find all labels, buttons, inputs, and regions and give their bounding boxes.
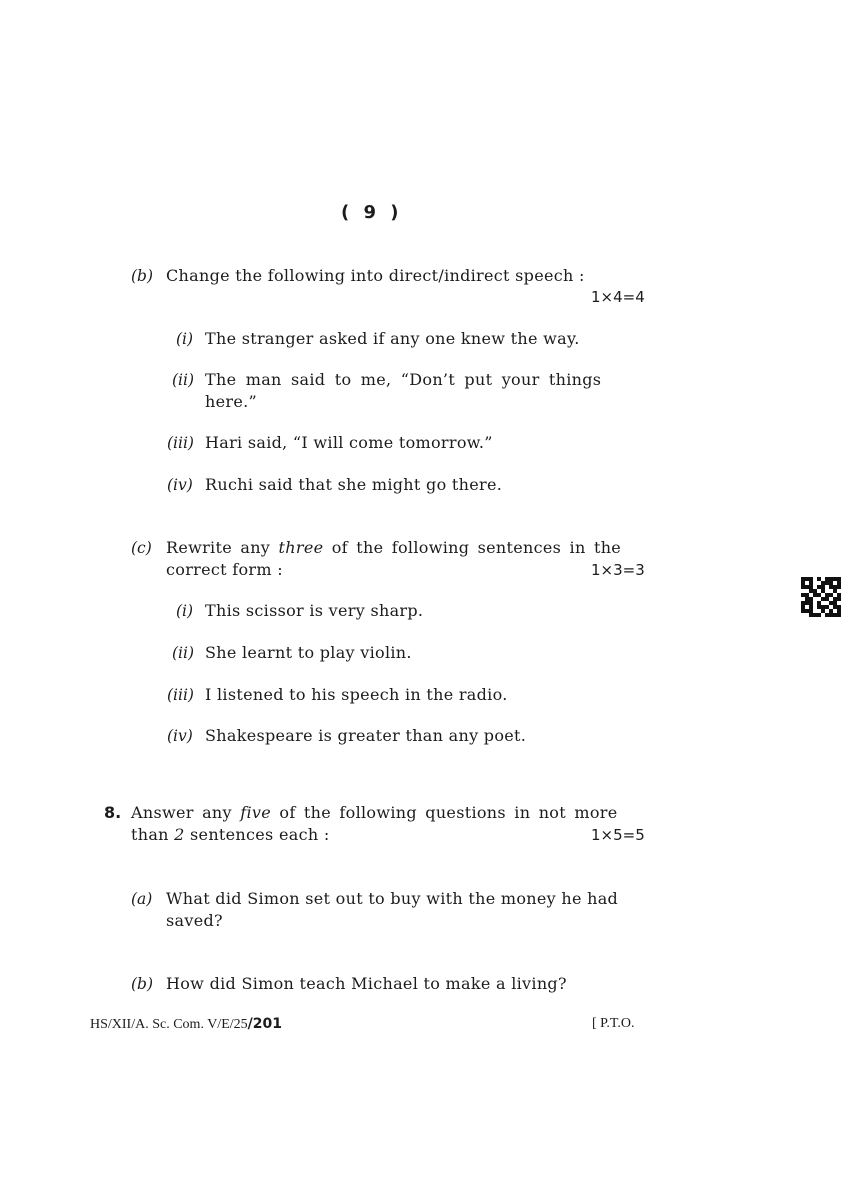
marks: 1×3=3 — [591, 561, 645, 579]
item-label: (a) — [131, 890, 153, 908]
item-label: (ii) — [172, 371, 195, 389]
item-text: Hari said, “I will come tomorrow.” — [205, 433, 493, 452]
question-number: 8. — [104, 803, 122, 822]
question-label: (b) — [131, 267, 154, 285]
item-text-continued: saved? — [166, 911, 223, 930]
item-label: (ii) — [172, 644, 195, 662]
page-number: ( 9 ) — [341, 202, 403, 223]
question-instruction: Rewrite any three of the following sentences in the — [166, 538, 622, 557]
item-label: (i) — [176, 330, 194, 348]
question-instruction: Change the following into direct/indirect speech : — [166, 266, 585, 285]
item-text: Ruchi said that she might go there. — [205, 475, 503, 494]
item-label: (b) — [131, 975, 154, 993]
marks: 1×5=5 — [591, 826, 645, 844]
paper-code: HS/XII/A. Sc. Com. V/E/25/201 — [90, 1016, 282, 1032]
qr-code-icon — [801, 577, 841, 617]
item-text: I listened to his speech in the radio. — [205, 685, 508, 704]
pto-note: [ P.T.O. — [592, 1016, 635, 1031]
item-label: (iii) — [167, 686, 194, 704]
question-instruction-continued: than 2 sentences each : — [131, 825, 330, 844]
question-instruction-continued: correct form : — [166, 560, 283, 579]
item-text: The man said to me, “Don’t put your things — [205, 370, 602, 389]
item-label: (iii) — [167, 434, 194, 452]
item-text-continued: here.” — [205, 392, 257, 411]
item-label: (i) — [176, 602, 194, 620]
item-text: She learnt to play violin. — [205, 643, 412, 662]
marks: 1×4=4 — [591, 288, 645, 306]
item-label: (iv) — [167, 727, 193, 745]
question-label: (c) — [131, 539, 152, 557]
item-text: The stranger asked if any one knew the way. — [205, 329, 580, 348]
item-text: How did Simon teach Michael to make a living? — [166, 974, 567, 993]
question-instruction: Answer any five of the following questions in not more — [131, 803, 618, 822]
item-label: (iv) — [167, 476, 193, 494]
item-text: This scissor is very sharp. — [205, 601, 424, 620]
item-text: What did Simon set out to buy with the money he had — [166, 889, 619, 908]
item-text: Shakespeare is greater than any poet. — [205, 726, 527, 745]
